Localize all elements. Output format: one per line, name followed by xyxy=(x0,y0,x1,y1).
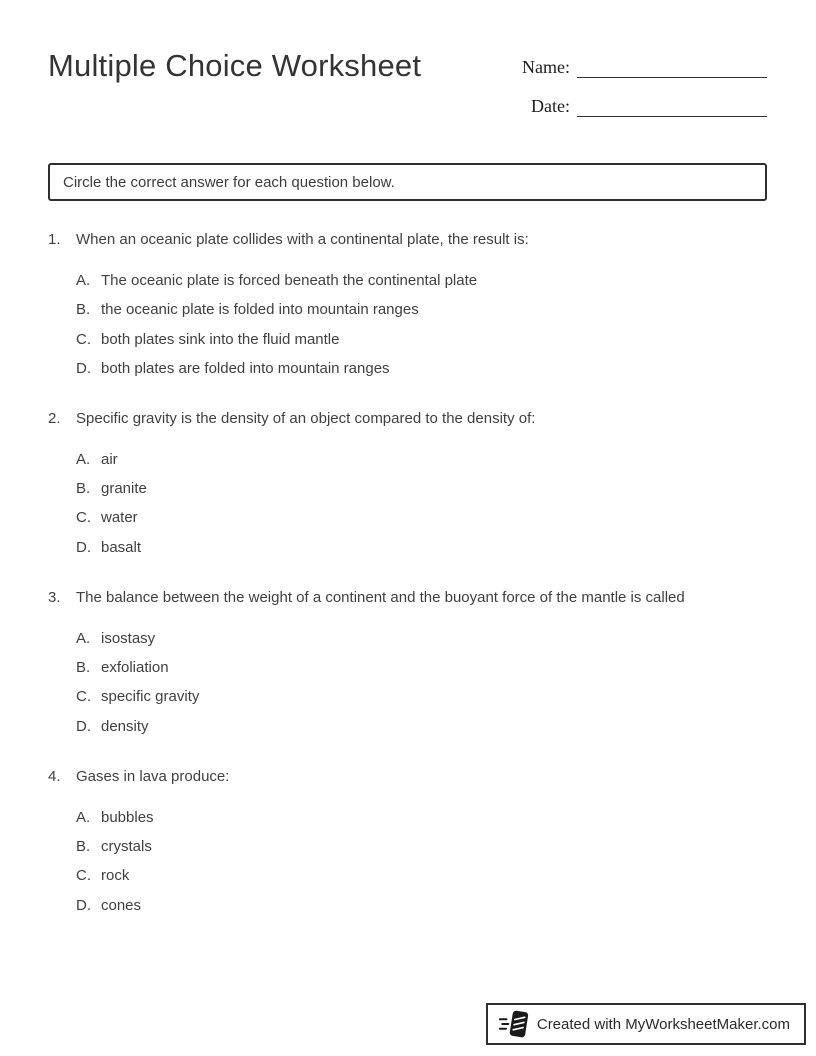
option-text: isostasy xyxy=(101,629,156,647)
instructions-text: Circle the correct answer for each question below. xyxy=(63,173,395,191)
answer-option[interactable] xyxy=(76,896,767,916)
answer-option[interactable] xyxy=(76,330,767,350)
option-letter: B. xyxy=(76,659,91,677)
answer-option[interactable] xyxy=(76,658,767,678)
attribution-text: Created with MyWorksheetMaker.com xyxy=(536,1015,790,1033)
option-text: specific gravity xyxy=(101,688,200,706)
name-date-block xyxy=(512,50,767,128)
option-letter: A. xyxy=(76,629,91,647)
date-label: Date: xyxy=(531,96,570,117)
answer-option[interactable] xyxy=(76,717,767,737)
option-text: basalt xyxy=(101,538,142,556)
option-letter: C. xyxy=(76,330,91,348)
option-letter: C. xyxy=(76,509,91,527)
option-text: the oceanic plate is folded into mountain ranges xyxy=(101,301,419,319)
options-list xyxy=(76,629,767,737)
question-number: 1. xyxy=(48,231,61,248)
answer-option[interactable] xyxy=(76,450,767,470)
option-letter: B. xyxy=(76,480,91,498)
option-letter: D. xyxy=(76,359,91,377)
question-number: 3. xyxy=(48,588,61,606)
name-label: Name: xyxy=(522,57,570,78)
option-letter: C. xyxy=(76,867,91,885)
option-text: granite xyxy=(101,480,147,498)
answer-option[interactable] xyxy=(76,479,767,499)
question-line xyxy=(48,767,767,787)
questions-list xyxy=(48,230,767,946)
question-block xyxy=(48,588,767,737)
date-blank-line[interactable] xyxy=(577,94,767,117)
answer-option[interactable] xyxy=(76,300,767,320)
option-text: crystals xyxy=(101,837,152,855)
options-list xyxy=(76,808,767,916)
option-letter: A. xyxy=(76,808,91,826)
option-letter: B. xyxy=(76,301,91,319)
option-text: bubbles xyxy=(101,808,154,826)
question-line xyxy=(48,588,767,608)
answer-option[interactable] xyxy=(76,866,767,886)
option-letter: A. xyxy=(76,450,91,468)
option-text: both plates sink into the fluid mantle xyxy=(101,330,340,348)
answer-option[interactable] xyxy=(76,629,767,649)
option-letter: C. xyxy=(76,688,91,706)
option-letter: B. xyxy=(76,837,91,855)
name-field-row xyxy=(512,50,767,78)
option-text: The oceanic plate is forced beneath the continental plate xyxy=(101,272,478,289)
option-text: rock xyxy=(101,867,130,885)
options-list xyxy=(76,271,767,379)
question-block xyxy=(48,767,767,916)
answer-option[interactable] xyxy=(76,271,767,291)
answer-option[interactable] xyxy=(76,538,767,558)
date-field-row xyxy=(512,89,767,117)
option-letter: D. xyxy=(76,717,91,735)
question-block xyxy=(48,230,767,379)
question-line xyxy=(48,230,767,250)
answer-option[interactable] xyxy=(76,508,767,528)
option-text: cones xyxy=(101,896,142,914)
answer-option[interactable] xyxy=(76,359,767,379)
instructions-box xyxy=(48,163,767,201)
question-line xyxy=(48,409,767,429)
option-letter: D. xyxy=(76,896,91,914)
question-number: 2. xyxy=(48,409,61,427)
option-text: water xyxy=(101,509,138,527)
question-block xyxy=(48,409,767,558)
answer-option[interactable] xyxy=(76,808,767,828)
page-title: Multiple Choice Worksheet xyxy=(48,48,422,83)
question-text: Gases in lava produce: xyxy=(76,767,230,785)
answer-option[interactable] xyxy=(76,837,767,857)
option-text: density xyxy=(101,717,149,735)
options-list xyxy=(76,450,767,558)
answer-option[interactable] xyxy=(76,687,767,707)
question-text: Specific gravity is the density of an object compared to the density of: xyxy=(76,409,536,427)
attribution-badge[interactable] xyxy=(486,1003,806,1045)
question-number: 4. xyxy=(48,767,61,785)
question-text: The balance between the weight of a continent and the buoyant force of the mantle is called xyxy=(76,588,685,606)
option-text: exfoliation xyxy=(101,659,169,677)
option-letter: D. xyxy=(76,538,91,556)
worksheet-maker-logo-icon xyxy=(498,1008,530,1040)
option-text: air xyxy=(101,450,118,468)
question-text: When an oceanic plate collides with a continental plate, the result is: xyxy=(76,231,529,248)
option-text: both plates are folded into mountain ranges xyxy=(101,359,390,377)
option-letter: A. xyxy=(76,272,91,289)
name-blank-line[interactable] xyxy=(577,55,767,78)
